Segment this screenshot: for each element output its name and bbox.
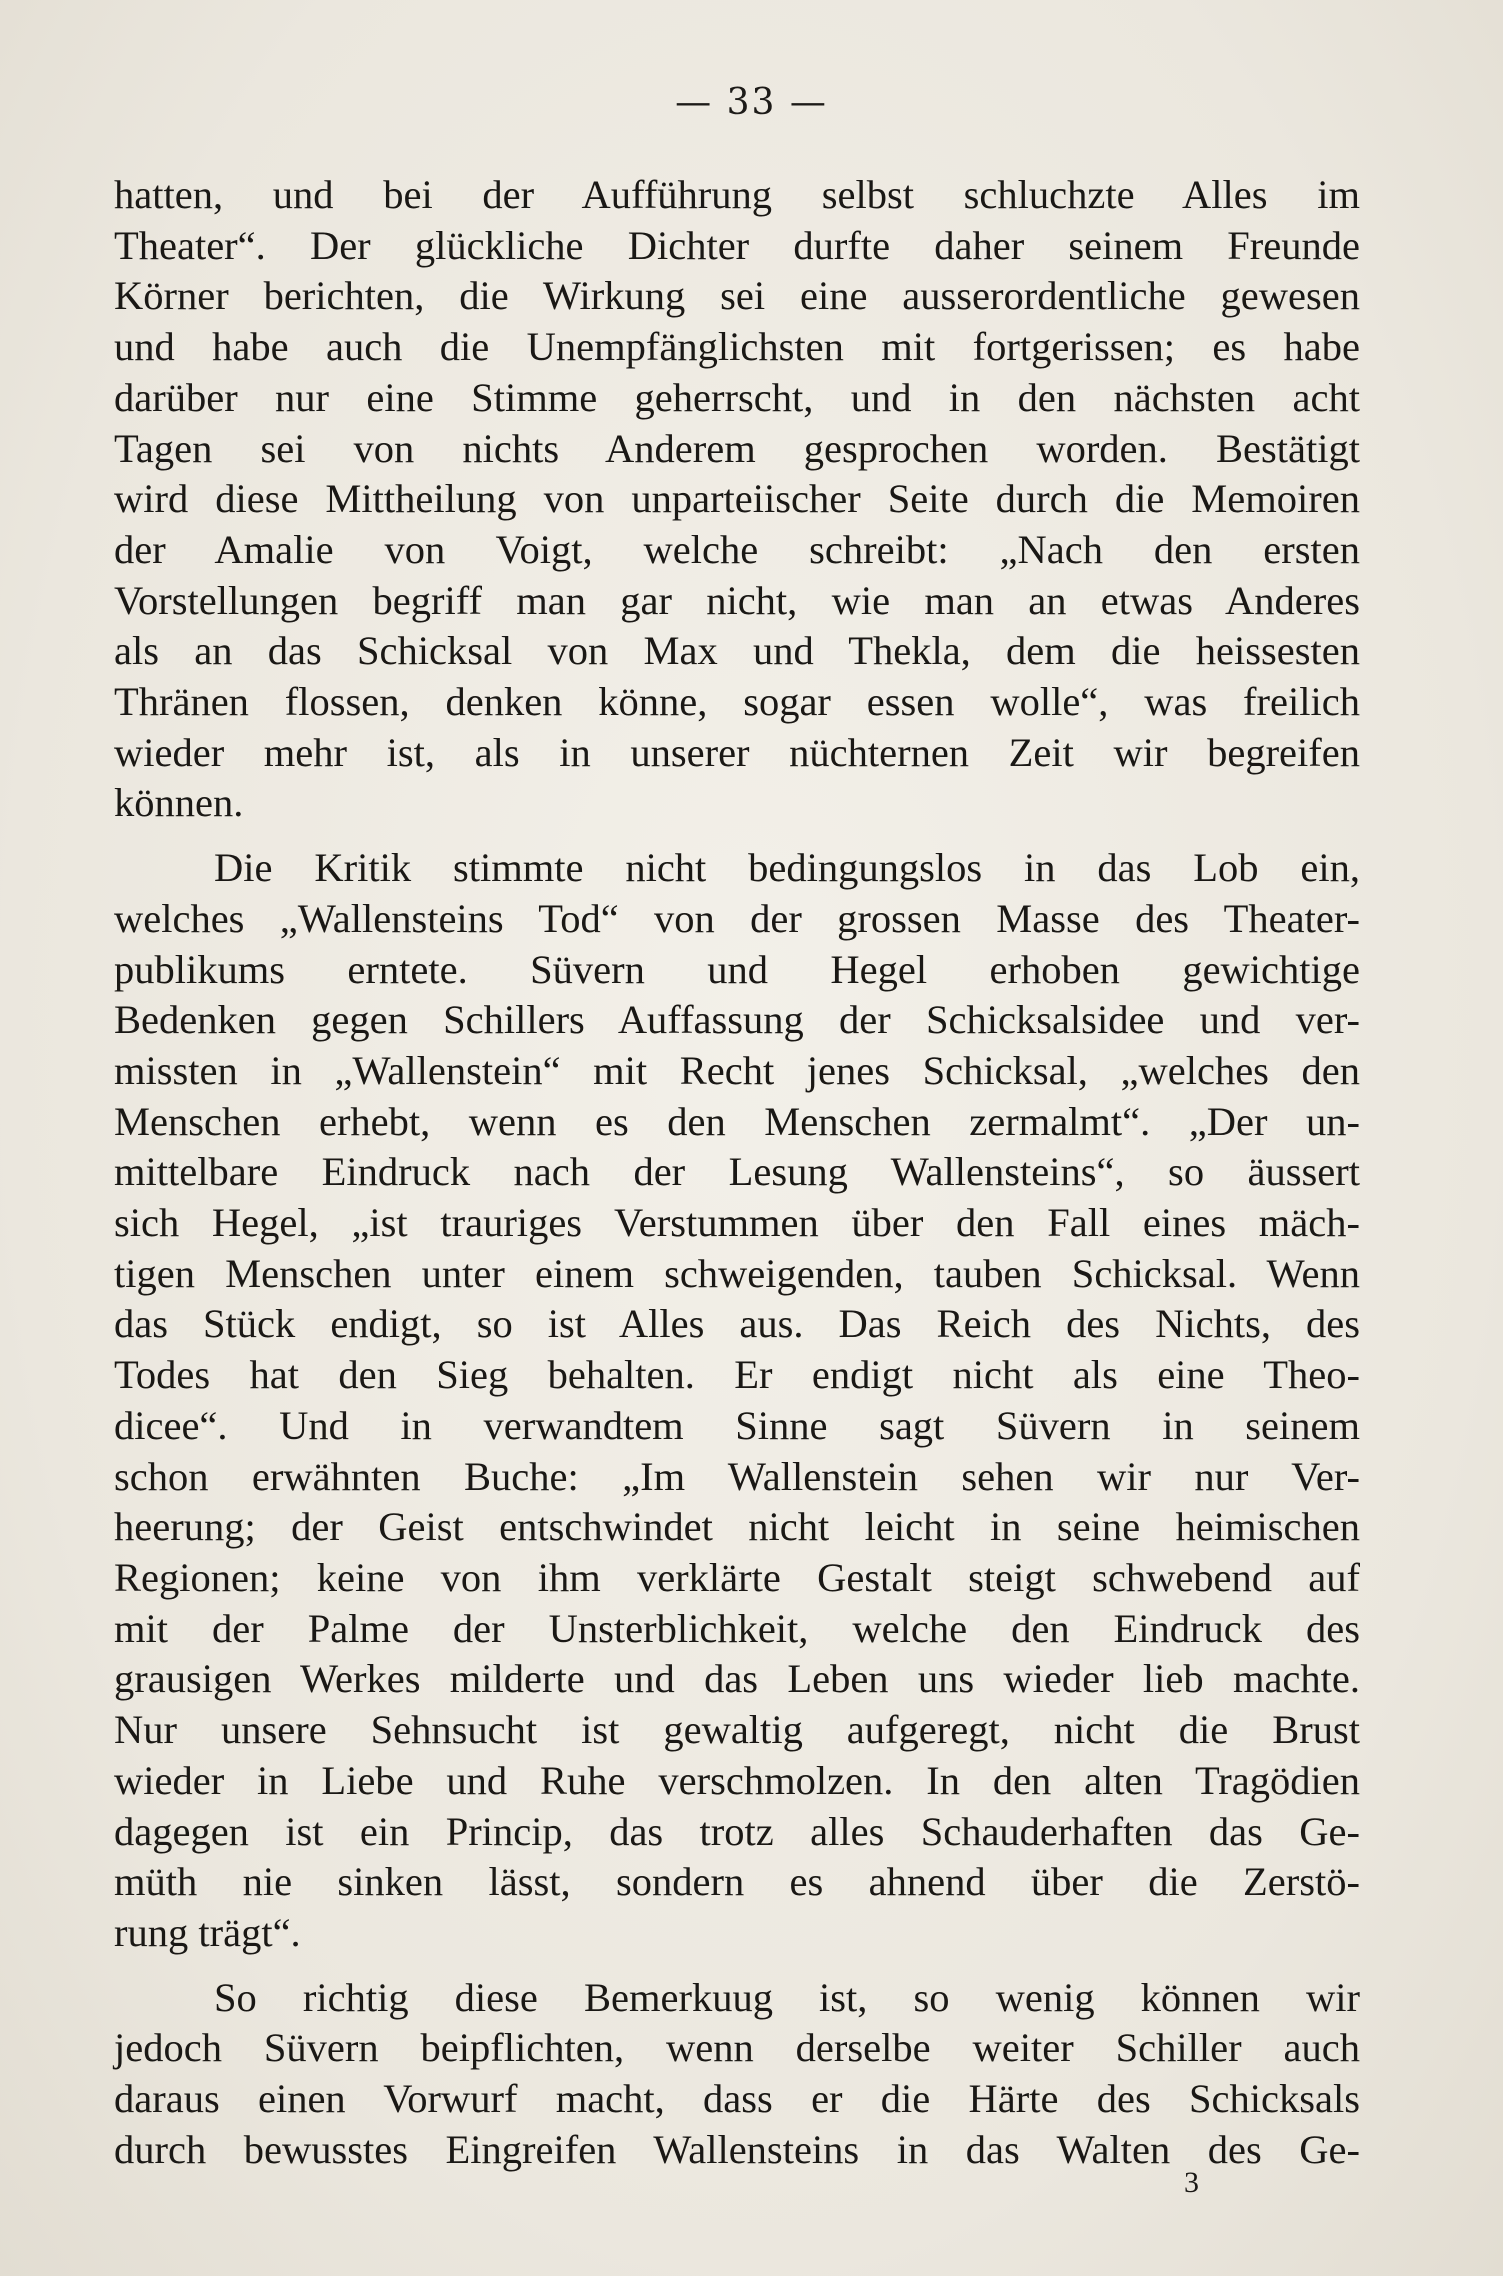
text-line: als an das Schicksal von Max und Thekla, dem die heissesten [114, 628, 1360, 674]
text-line: Regionen; keine von ihm verklärte Gestalt steigt schwebend auf [114, 1554, 1360, 1600]
text-line: dicee“. Und in verwandtem Sinne sagt Süvern in seinem [114, 1402, 1360, 1448]
text-line: wieder mehr ist, als in unserer nüchternen Zeit wir begreifen [114, 729, 1360, 775]
paragraph-3 [114, 1973, 1360, 2176]
text-line: Thränen flossen, denken könne, sogar essen wolle“, was freilich [114, 679, 1360, 725]
text-line: grausigen Werkes milderte und das Leben uns wieder lieb machte. [114, 1656, 1360, 1702]
text-line: durch bewusstes Eingreifen Wallensteins in das Walten des Ge- [114, 2126, 1360, 2172]
text-line: jedoch Süvern beipflichten, wenn derselbe weiter Schiller auch [114, 2025, 1360, 2071]
text-line: So richtig diese Bemerkuug ist, so wenig können wir [214, 1974, 1360, 2020]
text-line: schon erwähnten Buche: „Im Wallenstein sehen wir nur Ver- [114, 1453, 1360, 1499]
text-line: Tagen sei von nichts Anderem gesprochen worden. Bestätigt [114, 425, 1360, 471]
text-line: das Stück endigt, so ist Alles aus. Das Reich des Nichts, des [114, 1301, 1360, 1347]
text-line: wird diese Mittheilung von unparteiischer Seite durch die Memoiren [114, 476, 1360, 522]
body-text [114, 170, 1360, 2175]
text-line: Nur unsere Sehnsucht ist gewaltig aufgeregt, nicht die Brust [114, 1707, 1360, 1753]
text-line: und habe auch die Unempfänglichsten mit fortgerissen; es habe [114, 324, 1360, 370]
text-line: darüber nur eine Stimme geherrscht, und in den nächsten acht [114, 374, 1360, 420]
text-line: tigen Menschen unter einem schweigenden, tauben Schicksal. Wenn [114, 1250, 1360, 1296]
text-line: wieder in Liebe und Ruhe verschmolzen. In den alten Tragödien [114, 1757, 1360, 1803]
text-line: Vorstellungen begriff man gar nicht, wie man an etwas Anderes [114, 577, 1360, 623]
text-line: publikums erntete. Süvern und Hegel erhoben gewichtige [114, 946, 1360, 992]
text-line: heerung; der Geist entschwindet nicht leicht in seine heimischen [114, 1504, 1360, 1550]
text-line: Menschen erhebt, wenn es den Menschen zermalmt“. „Der un- [114, 1098, 1360, 1144]
text-line: dagegen ist ein Princip, das trotz alles Schauderhaften das Ge- [114, 1808, 1360, 1854]
signature-mark: 3 [1184, 2166, 1199, 2199]
text-line: rung trägt“. [114, 1909, 301, 1955]
text-line: können. [114, 780, 244, 826]
text-line: daraus einen Vorwurf macht, dass er die Härte des Schicksals [114, 2076, 1360, 2122]
text-line: hatten, und bei der Aufführung selbst schluchzte Alles im [114, 172, 1360, 217]
text-line: müth nie sinken lässt, sondern es ahnend über die Zerstö- [114, 1859, 1360, 1905]
text-line: Körner berichten, die Wirkung sei eine ausserordentliche gewesen [114, 273, 1360, 319]
text-line: Theater“. Der glückliche Dichter durfte daher seinem Freunde [114, 222, 1360, 268]
text-line: missten in „Wallenstein“ mit Recht jenes Schicksal, „welches den [114, 1047, 1360, 1093]
text-line: mittelbare Eindruck nach der Lesung Wallensteins“, so äussert [114, 1149, 1360, 1195]
paragraph-1 [114, 170, 1360, 829]
page-number: — 33 — [675, 82, 828, 123]
text-line: mit der Palme der Unsterblichkeit, welche den Eindruck des [114, 1605, 1360, 1651]
text-line: Die Kritik stimmte nicht bedingungslos in das Lob ein, [214, 845, 1360, 891]
text-line: Todes hat den Sieg behalten. Er endigt nicht als eine Theo- [114, 1352, 1360, 1398]
text-line: Bedenken gegen Schillers Auffassung der Schicksalsidee und ver- [114, 997, 1360, 1043]
text-line: sich Hegel, „ist trauriges Verstummen über den Fall eines mäch- [114, 1200, 1360, 1246]
text-line: der Amalie von Voigt, welche schreibt: „Nach den ersten [114, 526, 1360, 572]
text-line: welches „Wallensteins Tod“ von der grossen Masse des Theater- [114, 895, 1360, 941]
paragraph-2 [114, 843, 1360, 1958]
